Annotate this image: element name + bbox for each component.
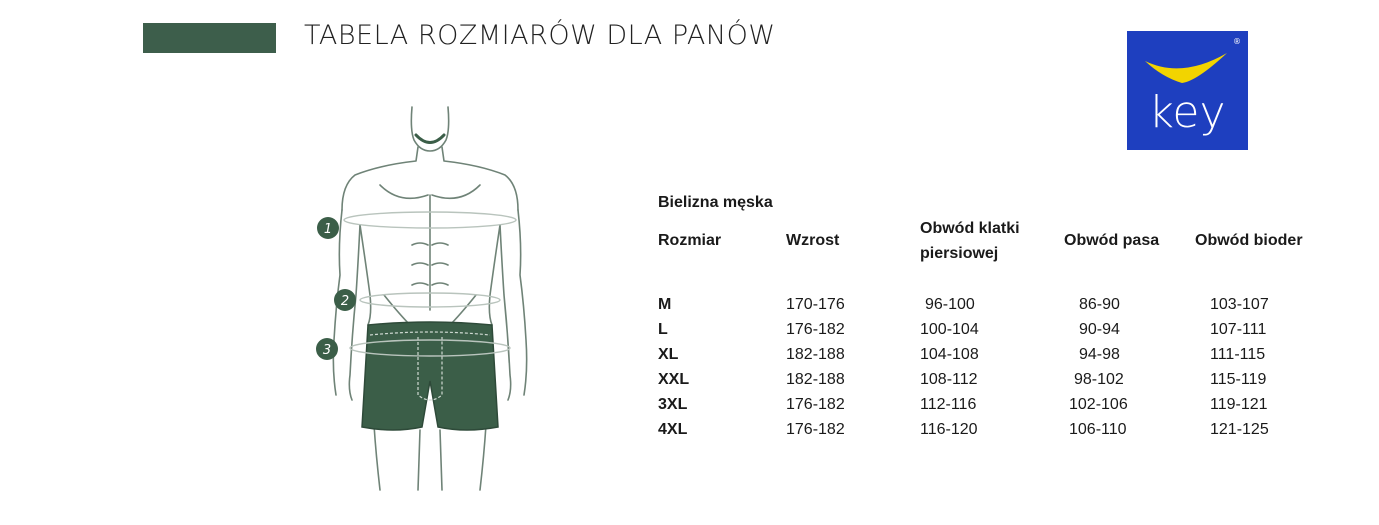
marker-1-label: 1 xyxy=(323,222,333,237)
cell-size: L xyxy=(658,320,668,338)
cell-waist: 106-110 xyxy=(1069,420,1127,438)
cell-height: 176-182 xyxy=(786,395,845,413)
right-arm-outer xyxy=(518,210,527,395)
cell-waist: 94-98 xyxy=(1079,345,1120,363)
left-arm-inner xyxy=(349,225,360,400)
cell-height: 170-176 xyxy=(786,295,845,313)
header-chest-line1: Obwód klatki xyxy=(920,220,1020,237)
cell-hips: 103-107 xyxy=(1210,295,1269,313)
cell-hips: 115-119 xyxy=(1210,370,1267,388)
cell-chest: 100-104 xyxy=(920,320,979,338)
size-table xyxy=(658,292,1330,442)
cell-size: XXL xyxy=(658,370,690,388)
header-size: Rozmiar xyxy=(658,232,722,249)
legs-outline xyxy=(374,425,486,490)
right-shoulder xyxy=(442,147,518,210)
table-row xyxy=(658,317,1330,342)
right-arm-inner xyxy=(500,225,511,400)
cell-hips: 107-111 xyxy=(1210,320,1267,338)
cell-chest: 116-120 xyxy=(920,420,978,438)
header-chest-line2: piersiowej xyxy=(920,245,999,262)
table-row xyxy=(658,367,1330,392)
cell-chest: 104-108 xyxy=(920,345,979,363)
cell-height: 182-188 xyxy=(786,345,845,363)
cell-waist: 98-102 xyxy=(1074,370,1124,388)
header-height: Wzrost xyxy=(786,232,840,249)
right-pec xyxy=(432,185,480,198)
section-title: Bielizna męska xyxy=(658,194,773,211)
cell-size: XL xyxy=(658,345,679,363)
beard xyxy=(416,135,444,143)
header-hips: Obwód bioder xyxy=(1195,232,1303,249)
header-accent-bar xyxy=(143,23,276,53)
head-outline xyxy=(411,107,448,151)
left-torso-side xyxy=(360,225,371,325)
cell-chest: 112-116 xyxy=(920,395,977,413)
cell-hips: 121-125 xyxy=(1210,420,1269,438)
cell-waist: 86-90 xyxy=(1079,295,1120,313)
logo-registered-mark: ® xyxy=(1233,37,1241,46)
table-row xyxy=(658,417,1330,442)
boxer-shorts xyxy=(362,322,498,430)
cell-size: 3XL xyxy=(658,395,688,413)
size-table-section xyxy=(658,194,1358,454)
cell-height: 176-182 xyxy=(786,420,845,438)
cell-waist: 90-94 xyxy=(1079,320,1120,338)
left-pec xyxy=(380,185,428,198)
page-title: TABELA ROZMIARÓW DLA PANÓW xyxy=(304,20,776,51)
right-torso-side xyxy=(489,225,500,325)
cell-hips: 111-115 xyxy=(1210,345,1266,363)
header-chest xyxy=(920,216,1020,266)
cell-height: 182-188 xyxy=(786,370,845,388)
logo-text: key xyxy=(1148,87,1226,138)
table-row xyxy=(658,392,1330,417)
left-shoulder xyxy=(342,147,418,210)
cell-waist: 102-106 xyxy=(1069,395,1128,413)
key-logo xyxy=(1127,31,1248,150)
table-row xyxy=(658,342,1330,367)
marker-2-label: 2 xyxy=(340,294,350,309)
cell-height: 176-182 xyxy=(786,320,845,338)
marker-3-label: 3 xyxy=(322,343,332,358)
cell-chest: 108-112 xyxy=(920,370,978,388)
table-row xyxy=(658,292,1330,317)
male-body-measurement-illustration xyxy=(300,95,560,495)
cell-size: 4XL xyxy=(658,420,688,438)
cell-hips: 119-121 xyxy=(1210,395,1268,413)
cell-chest: 96-100 xyxy=(925,295,975,313)
cell-size: M xyxy=(658,295,672,313)
header-waist: Obwód pasa xyxy=(1064,232,1160,249)
